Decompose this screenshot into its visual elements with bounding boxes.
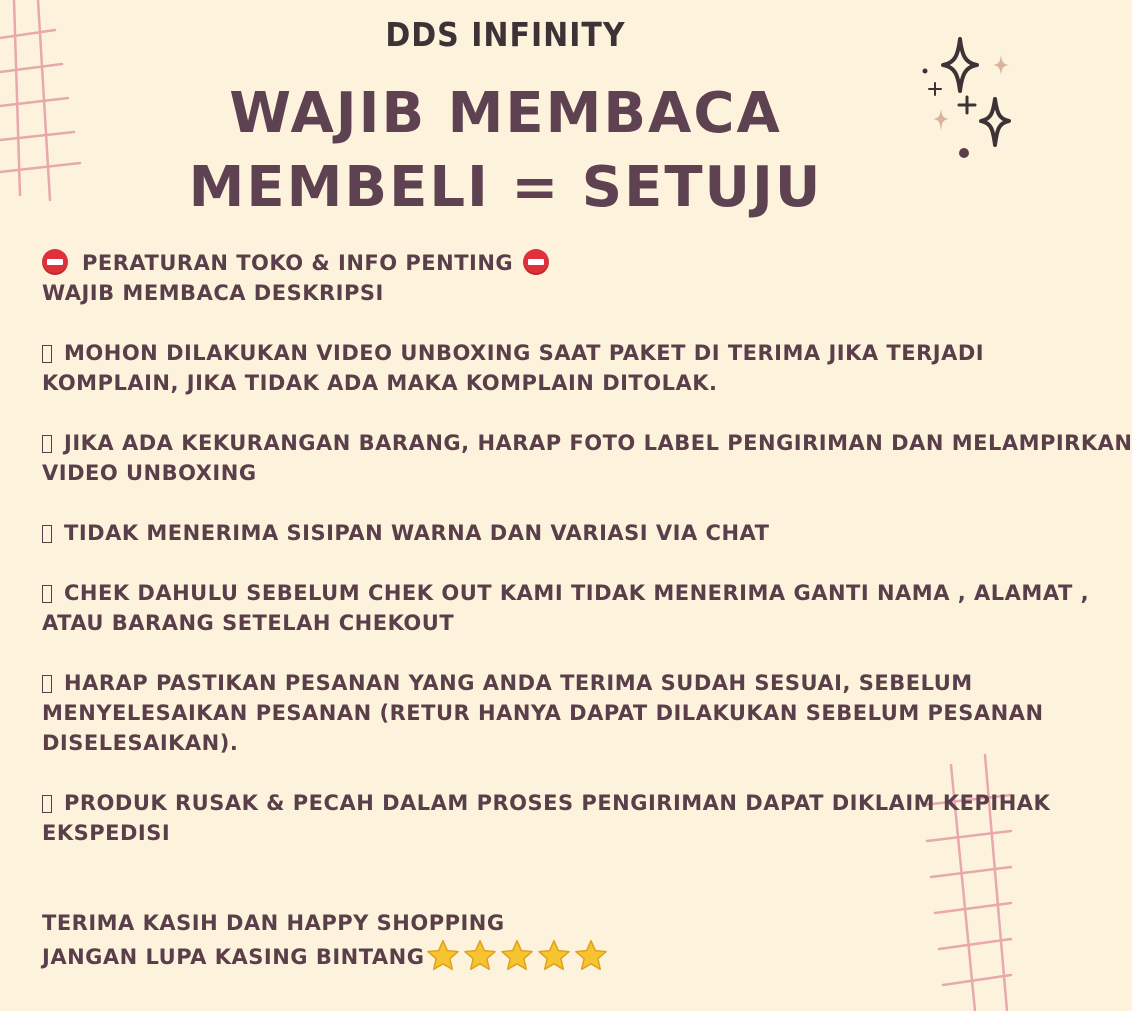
- rule-text: MOHON DILAKUKAN VIDEO UNBOXING SAAT PAKET DI TERIMA JIKA TERJADI: [64, 341, 985, 365]
- rules-heading: PERATURAN TOKO & INFO PENTING: [82, 251, 514, 275]
- star-icon: [499, 938, 535, 974]
- rule-item: [42, 338, 985, 398]
- star-rating: [424, 945, 609, 969]
- closing-thanks: TERIMA KASIH DAN HAPPY SHOPPING: [42, 911, 505, 935]
- box-glyph-icon: [42, 675, 52, 693]
- rule-text: MENYELESAIKAN PESANAN (RETUR HANYA DAPAT DILAKUKAN SEBELUM PESANAN: [42, 701, 1044, 725]
- box-glyph-icon: [42, 345, 52, 363]
- no-entry-icon: [523, 249, 549, 275]
- rule-text: ATAU BARANG SETELAH CHEKOUT: [42, 611, 455, 635]
- star-icon: [462, 938, 498, 974]
- rule-text: CHEK DAHULU SEBELUM CHEK OUT KAMI TIDAK MENERIMA GANTI NAMA , ALAMAT ,: [64, 581, 1090, 605]
- rule-item: [42, 578, 1090, 638]
- rule-item: [42, 518, 982, 548]
- rule-text: KOMPLAIN, JIKA TIDAK ADA MAKA KOMPLAIN DITOLAK.: [42, 371, 718, 395]
- no-entry-icon: [42, 249, 68, 275]
- star-icon: [536, 938, 572, 974]
- rule-item: [42, 788, 1051, 848]
- rules-heading-row: [42, 248, 982, 278]
- rule-text: HARAP PASTIKAN PESANAN YANG ANDA TERIMA SUDAH SESUAI, SEBELUM: [64, 671, 973, 695]
- page-title-line-2: MEMBELI = SETUJU: [188, 155, 823, 220]
- brand-name: DDS INFINITY: [385, 16, 626, 55]
- rule-text: DISELESAIKAN).: [42, 731, 239, 755]
- box-glyph-icon: [42, 585, 52, 603]
- box-glyph-icon: [42, 525, 52, 543]
- rule-text: EKSPEDISI: [42, 821, 171, 845]
- box-glyph-icon: [42, 435, 52, 453]
- page-title-line-1: WAJIB MEMBACA: [229, 81, 782, 146]
- rule-item: [42, 428, 1132, 488]
- box-glyph-icon: [42, 795, 52, 813]
- rule-item: [42, 668, 1044, 758]
- rules-section: [42, 248, 1132, 969]
- star-icon: [425, 938, 461, 974]
- rule-text: PRODUK RUSAK & PECAH DALAM PROSES PENGIRIMAN DAPAT DIKLAIM KEPIHAK: [64, 791, 1051, 815]
- rule-text: TIDAK MENERIMA SISIPAN WARNA DAN VARIASI VIA CHAT: [64, 521, 770, 545]
- rules-subheading: WAJIB MEMBACA DESKRIPSI: [42, 281, 384, 305]
- closing-rating-text: JANGAN LUPA KASING BINTANG: [42, 945, 425, 969]
- star-icon: [573, 938, 609, 974]
- closing-rating-row: [42, 938, 982, 968]
- rule-text: JIKA ADA KEKURANGAN BARANG, HARAP FOTO LABEL PENGIRIMAN DAN MELAMPIRKAN: [64, 431, 1132, 455]
- rule-text: VIDEO UNBOXING: [42, 461, 257, 485]
